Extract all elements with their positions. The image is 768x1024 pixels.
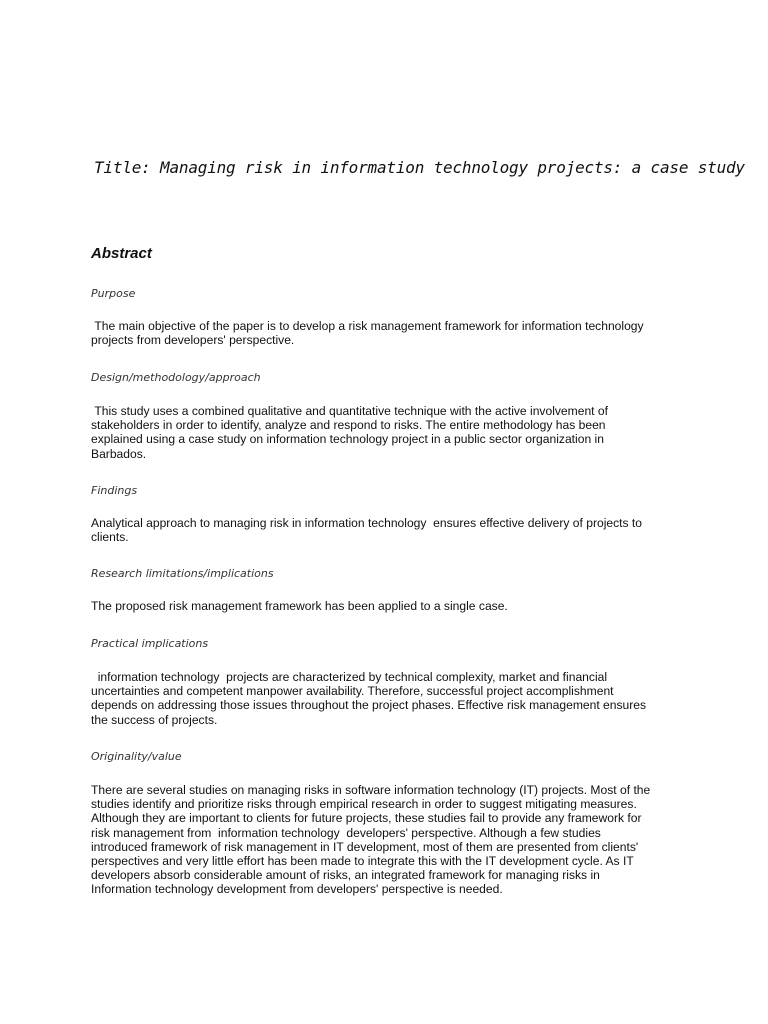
section-text: There are several studies on managing risks in software information technology (IT) projects. Most of the studies identify and prioritize risks through empirical research in order to suggest mitigating measures. Although they are important to clients for future projects, these studies fail to provide any framework for risk management from information technology developers' perspective. Although a few studies introduced framework of risk management in IT development, most of them are presented from clients' perspectives and very little effort has been made to integrate this with the IT development cycle. As IT developers absorb considerable amount of risks, an integrated framework for managing risks in Information technology development from developers' perspective is needed.	[91, 783, 651, 897]
section-label: Findings	[91, 484, 138, 497]
section-research-limitations	[91, 567, 691, 613]
section-text: The proposed risk management framework has been applied to a single case.	[91, 599, 508, 613]
abstract-heading: Abstract	[91, 245, 152, 262]
section-label: Practical implications	[91, 637, 209, 650]
section-design-methodology	[91, 371, 691, 461]
section-originality-value	[91, 750, 691, 897]
section-label: Purpose	[91, 287, 136, 300]
section-text: This study uses a combined qualitative and quantitative technique with the active involvement of stakeholders in order to identify, analyze and respond to risks. The entire methodology has been explained using a case study on information technology project in a public sector organization in Barbados.	[91, 404, 608, 461]
document-title: Title: Managing risk in information technology projects: a case study	[94, 158, 745, 177]
section-label: Research limitations/implications	[91, 567, 274, 580]
section-practical-implications	[91, 637, 691, 727]
section-text: information technology projects are characterized by technical complexity, market and financial uncertainties and competent manpower availability. Therefore, successful project accomplishment depends on addressing those issues throughout the project phases. Effective risk management ensures the success of projects.	[91, 670, 647, 727]
section-label: Design/methodology/approach	[91, 371, 261, 384]
section-findings	[91, 484, 691, 544]
section-purpose	[91, 287, 691, 347]
section-text: Analytical approach to managing risk in information technology ensures effective delivery of projects to clients.	[91, 516, 643, 545]
section-label: Originality/value	[91, 750, 182, 763]
section-text: The main objective of the paper is to develop a risk management framework for information technology projects from developers' perspective.	[91, 319, 644, 348]
